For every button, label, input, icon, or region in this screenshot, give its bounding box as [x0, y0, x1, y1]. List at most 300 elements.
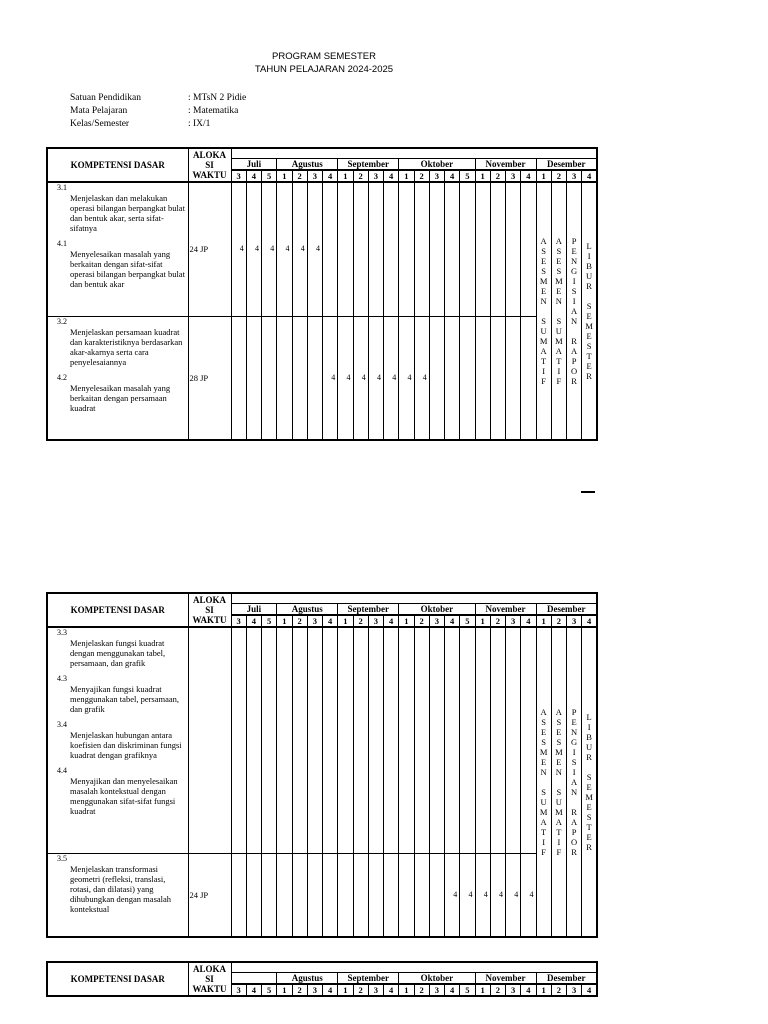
- document-title: PROGRAM SEMESTER: [272, 51, 376, 62]
- week-cell: [338, 627, 353, 853]
- vertical-letter: A: [571, 777, 578, 787]
- alokasi-line: ALOKA: [192, 964, 226, 974]
- kd-text: Menyajikan fungsi kuadrat menggunakan tabel, persamaan, dan grafik: [70, 684, 180, 714]
- vertical-letter: [582, 762, 596, 772]
- week-header: 5: [262, 615, 277, 627]
- week-header: 1: [536, 984, 551, 996]
- week-header: 4: [246, 170, 261, 182]
- vertical-letter: S: [556, 246, 562, 256]
- vertical-letter: M: [539, 336, 548, 346]
- week-cell: [246, 853, 261, 937]
- week-cell: [490, 627, 505, 853]
- vertical-letter: N: [571, 727, 578, 737]
- kd-cell: [47, 853, 188, 937]
- vertical-letter: A: [571, 346, 578, 356]
- kd-item: [48, 239, 188, 289]
- week-header: 4: [445, 615, 460, 627]
- vertical-letter: S: [556, 316, 562, 326]
- vertical-letter: A: [540, 346, 547, 356]
- week-header: 3: [429, 615, 444, 627]
- vertical-letter: S: [556, 717, 562, 727]
- vertical-label-asesmen1: [536, 627, 551, 937]
- week-cell: 4: [231, 182, 246, 316]
- vertical-letter: E: [586, 832, 592, 842]
- vertical-label-asesmen2: [551, 182, 566, 440]
- week-header: 3: [429, 170, 444, 182]
- month-juli: Juli: [231, 158, 277, 170]
- vertical-letter: N: [540, 767, 547, 777]
- vertical-letter: E: [586, 802, 592, 812]
- vertical-letter: E: [556, 286, 562, 296]
- vertical-letter: T: [586, 351, 592, 361]
- week-header: 2: [292, 984, 307, 996]
- week-cell: [262, 627, 277, 853]
- identity-label: Satuan Pendidikan: [70, 93, 141, 103]
- vertical-letter: S: [586, 301, 592, 311]
- kd-item: [48, 720, 188, 760]
- week-cell: [353, 182, 368, 316]
- kd-item: [48, 317, 188, 367]
- week-cell: [246, 627, 261, 853]
- week-cell: [414, 182, 429, 316]
- week-header: 1: [338, 615, 353, 627]
- vertical-letter: [537, 777, 551, 787]
- week-cell: [323, 627, 338, 853]
- kd-header: KOMPETENSI DASAR: [47, 962, 188, 996]
- kd-text: Menyelesaikan masalah yang berkaitan dengan sifat-sifat operasi bilangan berpangkat bulat dan bentuk akar: [70, 249, 185, 289]
- identity-label: Mata Pelajaran: [70, 106, 128, 116]
- vertical-letter: E: [541, 256, 547, 266]
- vertical-letter: M: [555, 747, 563, 757]
- week-header: 3: [506, 170, 521, 182]
- week-header: 3: [567, 615, 582, 627]
- week-header: 1: [536, 615, 551, 627]
- week-header: 2: [353, 984, 368, 996]
- vertical-letter: A: [555, 236, 562, 246]
- vertical-letter: L: [586, 241, 592, 251]
- week-header: 4: [384, 615, 399, 627]
- vertical-letter: M: [555, 807, 563, 817]
- vertical-letter: E: [556, 757, 562, 767]
- kd-header: KOMPETENSI DASAR: [47, 593, 188, 627]
- document-header: [0, 50, 648, 76]
- vertical-letter: O: [571, 366, 578, 376]
- week-header: 1: [338, 170, 353, 182]
- program-semester-table-1: [46, 147, 598, 441]
- vertical-letter: E: [541, 286, 547, 296]
- vertical-letter: R: [586, 842, 592, 852]
- kd-cell: [47, 316, 188, 440]
- vertical-letter: E: [586, 782, 592, 792]
- week-header: 4: [521, 615, 536, 627]
- vertical-letter: G: [571, 737, 578, 747]
- week-cell: 4: [368, 316, 383, 440]
- kd-number: 4.2: [57, 372, 67, 382]
- week-cell: [353, 853, 368, 937]
- week-cell: [277, 316, 292, 440]
- week-header: 4: [582, 170, 597, 182]
- week-header: 3: [429, 984, 444, 996]
- month-juli: [231, 972, 277, 984]
- month-oktober: Oktober: [399, 603, 475, 615]
- week-cell: [231, 627, 246, 853]
- week-header: 3: [368, 984, 383, 996]
- week-header: 4: [582, 984, 597, 996]
- week-header: 2: [551, 984, 566, 996]
- week-cell: 4: [292, 182, 307, 316]
- week-header: 2: [353, 170, 368, 182]
- document-subtitle: TAHUN PELAJARAN 2024-2025: [254, 64, 394, 75]
- kd-number: 3.5: [57, 853, 67, 863]
- vertical-letter: S: [541, 246, 546, 256]
- alokasi-line: ALOKA: [192, 595, 226, 605]
- kd-text: Menjelaskan dan melakukan operasi bilangan berpangkat bulat dan bentuk akar, serta sifat-sifatnya: [70, 193, 185, 233]
- vertical-letter: [567, 797, 581, 807]
- week-header: 1: [277, 170, 292, 182]
- week-cell: [292, 316, 307, 440]
- vertical-letter: I: [572, 296, 576, 306]
- week-header: 4: [521, 984, 536, 996]
- kd-cell: [47, 627, 188, 853]
- week-header: 2: [490, 615, 505, 627]
- week-cell: [262, 853, 277, 937]
- kd-text: Menyelesaikan masalah yang berkaitan dengan persamaan kuadrat: [70, 382, 171, 413]
- vertical-letter: U: [540, 326, 547, 336]
- vertical-label-libur: [582, 627, 597, 937]
- vertical-letter: [537, 306, 551, 316]
- vertical-letter: R: [586, 371, 592, 381]
- week-cell: [307, 627, 322, 853]
- week-cell: [307, 316, 322, 440]
- week-cell: 4: [460, 853, 475, 937]
- week-cell: [399, 853, 414, 937]
- alokasi-line: SI: [205, 974, 214, 984]
- vertical-letter: [567, 326, 581, 336]
- week-cell: [506, 182, 521, 316]
- alokasi-line: WAKTU: [192, 615, 227, 625]
- separator-dash: [581, 491, 595, 493]
- table-row: [47, 853, 597, 937]
- week-header: 2: [414, 170, 429, 182]
- kd-item: [48, 674, 188, 714]
- identity-value: : IX/1: [188, 119, 211, 129]
- week-cell: 4: [490, 853, 505, 937]
- kd-text: Menyajikan dan menyelesaikan masalah kontekstual dengan menggunakan sifat-sifat fungsi kuadrat: [70, 776, 178, 816]
- vertical-letter: E: [541, 757, 547, 767]
- vertical-letter: A: [555, 817, 562, 827]
- kd-number: 4.3: [57, 674, 67, 683]
- vertical-letter: P: [571, 356, 577, 366]
- vertical-letter: S: [586, 341, 592, 351]
- vertical-letter: A: [571, 817, 578, 827]
- header-row-top: [47, 962, 597, 972]
- vertical-letter: A: [540, 236, 547, 246]
- kd-number: 3.4: [57, 720, 67, 729]
- alokasi-header: [188, 593, 231, 627]
- vertical-letter: F: [541, 376, 546, 386]
- program-semester-table-3: [46, 961, 598, 997]
- vertical-letter: G: [571, 266, 578, 276]
- week-cell: [429, 853, 444, 937]
- week-cell: [368, 853, 383, 937]
- vertical-label-asesmen2: [551, 627, 566, 937]
- week-cell: [292, 853, 307, 937]
- table-row: [47, 627, 597, 853]
- vertical-letter: S: [541, 717, 546, 727]
- month-oktober: Oktober: [399, 972, 475, 984]
- week-header: 3: [506, 984, 521, 996]
- vertical-letter: U: [540, 797, 547, 807]
- week-cell: 4: [475, 853, 490, 937]
- vertical-letter: M: [539, 807, 548, 817]
- week-cell: 4: [262, 182, 277, 316]
- week-cell: 4: [353, 316, 368, 440]
- week-cell: 4: [506, 853, 521, 937]
- week-cell: [460, 182, 475, 316]
- vertical-letter: I: [572, 747, 576, 757]
- vertical-label-rapor: [567, 182, 582, 440]
- kd-number: 3.2: [57, 316, 67, 326]
- week-cell: 4: [277, 182, 292, 316]
- identity-row-class: [70, 118, 246, 131]
- week-header: 3: [231, 170, 246, 182]
- vertical-letter: I: [542, 837, 546, 847]
- week-cell: [460, 316, 475, 440]
- week-cell: [429, 627, 444, 853]
- vertical-letter: L: [586, 712, 592, 722]
- week-cell: 4: [323, 316, 338, 440]
- week-cell: [231, 853, 246, 937]
- vertical-letter: [582, 291, 596, 301]
- week-header: 4: [445, 170, 460, 182]
- vertical-letter: I: [557, 366, 561, 376]
- vertical-letter: S: [541, 787, 546, 797]
- vertical-letter: M: [555, 276, 563, 286]
- week-cell: [323, 853, 338, 937]
- week-cell: [399, 627, 414, 853]
- vertical-letter: S: [556, 787, 562, 797]
- week-cell: [307, 853, 322, 937]
- kd-number: 4.1: [57, 239, 67, 248]
- vertical-letter: E: [556, 727, 562, 737]
- identity-row-school: [70, 92, 246, 105]
- week-cell: [414, 853, 429, 937]
- vertical-letter: S: [541, 737, 546, 747]
- week-cell: [368, 627, 383, 853]
- week-header: 2: [490, 984, 505, 996]
- kd-item: [48, 854, 188, 914]
- week-cell: [521, 182, 536, 316]
- week-header: 1: [277, 984, 292, 996]
- header-row-top: [47, 593, 597, 603]
- week-cell: [445, 627, 460, 853]
- table-row: [47, 182, 597, 316]
- vertical-letter: A: [555, 346, 562, 356]
- week-header: 1: [536, 170, 551, 182]
- week-header: 4: [521, 170, 536, 182]
- week-cell: [231, 316, 246, 440]
- week-header: 1: [399, 615, 414, 627]
- week-header: 5: [460, 170, 475, 182]
- alokasi-cell: 28 JP: [188, 316, 231, 440]
- vertical-letter: S: [541, 266, 546, 276]
- week-cell: [506, 627, 521, 853]
- alokasi-line: WAKTU: [192, 170, 227, 180]
- vertical-label-libur: [582, 182, 597, 440]
- week-header: 4: [323, 170, 338, 182]
- vertical-letter: M: [539, 747, 548, 757]
- vertical-letter: N: [571, 316, 578, 326]
- week-header: 1: [475, 170, 490, 182]
- identity-block: [70, 92, 246, 131]
- month-september: September: [338, 603, 399, 615]
- week-header: 4: [445, 984, 460, 996]
- vertical-letter: R: [571, 847, 577, 857]
- kd-number: 4.4: [57, 766, 67, 775]
- vertical-letter: M: [585, 321, 593, 331]
- week-header: 2: [490, 170, 505, 182]
- header-row-top: [47, 148, 597, 158]
- month-november: November: [475, 158, 536, 170]
- week-cell: [384, 182, 399, 316]
- kd-item: [48, 373, 188, 413]
- vertical-letter: F: [556, 847, 562, 857]
- week-header: 4: [246, 615, 261, 627]
- week-header: 4: [246, 984, 261, 996]
- alokasi-cell: [188, 627, 231, 853]
- vertical-letter: N: [555, 296, 562, 306]
- week-header: 2: [414, 984, 429, 996]
- week-cell: [429, 316, 444, 440]
- week-cell: [490, 316, 505, 440]
- month-november: November: [475, 603, 536, 615]
- vertical-letter: R: [571, 807, 577, 817]
- vertical-letter: M: [585, 792, 593, 802]
- month-oktober: Oktober: [399, 158, 475, 170]
- week-header: 3: [368, 615, 383, 627]
- month-november: November: [475, 972, 536, 984]
- table-row: [47, 316, 597, 440]
- kd-item: [48, 766, 188, 816]
- month-desember: Desember: [536, 972, 597, 984]
- week-cell: 4: [246, 182, 261, 316]
- week-cell: [262, 316, 277, 440]
- week-header: 2: [353, 615, 368, 627]
- week-header: 3: [231, 615, 246, 627]
- vertical-letter: E: [586, 331, 592, 341]
- vertical-label-asesmen1: [536, 182, 551, 440]
- week-header: 2: [551, 170, 566, 182]
- vertical-letter: F: [556, 376, 562, 386]
- week-header: 1: [475, 984, 490, 996]
- vertical-letter: M: [539, 276, 548, 286]
- week-cell: 4: [338, 316, 353, 440]
- identity-row-subject: [70, 105, 246, 118]
- program-semester-table-2: [46, 592, 598, 938]
- week-header: 2: [551, 615, 566, 627]
- vertical-letter: N: [555, 767, 562, 777]
- header-top-band: [231, 593, 597, 603]
- week-header: 4: [323, 615, 338, 627]
- alokasi-line: SI: [205, 605, 214, 615]
- week-header: 2: [292, 615, 307, 627]
- vertical-label-rapor: [567, 627, 582, 937]
- vertical-letter: B: [586, 261, 592, 271]
- week-header: 3: [307, 170, 322, 182]
- identity-label: Kelas/Semester: [70, 119, 130, 129]
- week-header: 4: [582, 615, 597, 627]
- kd-item: [48, 183, 188, 233]
- vertical-letter: [552, 777, 566, 787]
- vertical-letter: I: [572, 767, 576, 777]
- identity-value: : MTsN 2 Pidie: [188, 93, 247, 103]
- kd-item: [48, 628, 188, 668]
- week-cell: 4: [384, 316, 399, 440]
- week-header: 4: [323, 984, 338, 996]
- vertical-letter: E: [571, 246, 577, 256]
- week-cell: [246, 316, 261, 440]
- vertical-letter: A: [540, 817, 547, 827]
- week-header: 4: [384, 984, 399, 996]
- kd-number: 3.3: [57, 628, 67, 637]
- vertical-letter: S: [586, 772, 592, 782]
- vertical-letter: N: [571, 787, 578, 797]
- vertical-letter: A: [571, 306, 578, 316]
- vertical-letter: P: [571, 707, 577, 717]
- month-agustus: Agustus: [277, 603, 338, 615]
- alokasi-line: SI: [205, 160, 214, 170]
- week-cell: [506, 316, 521, 440]
- week-header: 3: [567, 170, 582, 182]
- vertical-letter: S: [556, 266, 562, 276]
- kd-text: Menjelaskan persamaan kuadrat dan karakteristiknya berdasarkan akar-akarnya serta cara penyelesaiannya: [70, 326, 183, 367]
- week-header: 1: [399, 984, 414, 996]
- vertical-letter: S: [586, 812, 592, 822]
- header-top-band: [231, 962, 597, 972]
- vertical-letter: I: [557, 837, 561, 847]
- vertical-letter: E: [586, 311, 592, 321]
- week-cell: 4: [445, 853, 460, 937]
- week-cell: [490, 182, 505, 316]
- week-cell: [475, 316, 490, 440]
- week-cell: [368, 182, 383, 316]
- vertical-letter: T: [541, 827, 547, 837]
- vertical-letter: S: [571, 286, 577, 296]
- week-header: 5: [262, 170, 277, 182]
- week-cell: [277, 853, 292, 937]
- week-cell: [353, 627, 368, 853]
- kd-cell: [47, 182, 188, 316]
- vertical-letter: P: [571, 236, 577, 246]
- week-cell: [475, 182, 490, 316]
- alokasi-line: WAKTU: [192, 984, 227, 994]
- week-cell: [399, 182, 414, 316]
- vertical-letter: T: [556, 356, 562, 366]
- month-desember: Desember: [536, 158, 597, 170]
- vertical-letter: O: [571, 837, 578, 847]
- vertical-letter: P: [571, 827, 577, 837]
- week-cell: [338, 853, 353, 937]
- week-cell: [414, 627, 429, 853]
- week-cell: [429, 182, 444, 316]
- vertical-letter: U: [555, 797, 562, 807]
- week-header: 5: [460, 615, 475, 627]
- vertical-letter: U: [555, 326, 562, 336]
- week-cell: 4: [414, 316, 429, 440]
- vertical-letter: R: [571, 376, 577, 386]
- vertical-letter: F: [541, 847, 546, 857]
- week-header: 3: [567, 984, 582, 996]
